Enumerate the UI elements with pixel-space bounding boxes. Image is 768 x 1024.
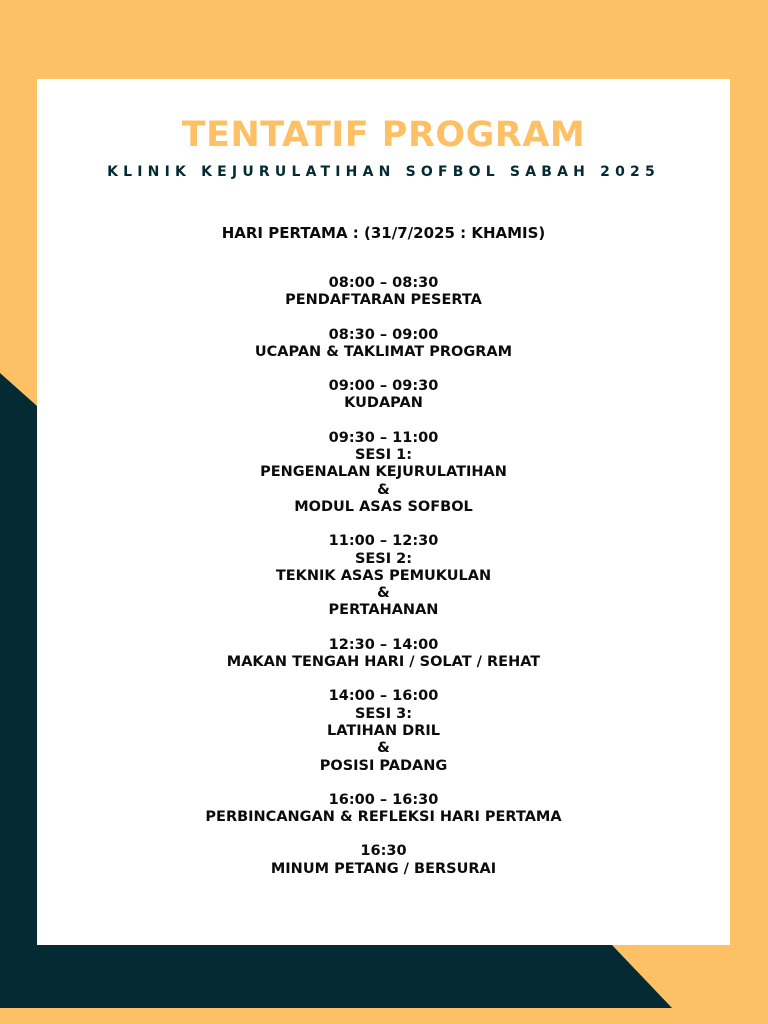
schedule-item — [37, 688, 730, 774]
schedule-item — [37, 843, 730, 878]
schedule-description: PERBINCANGAN & REFLEKSI HARI PERTAMA — [205, 809, 562, 826]
schedule-item — [37, 275, 730, 310]
schedule-description: SESI 2: — [354, 550, 413, 567]
program-card — [37, 79, 730, 945]
schedule-description: TEKNIK ASAS PEMUKULAN — [275, 567, 492, 584]
schedule-item — [37, 327, 730, 362]
page-subtitle: KLINIK KEJURULATIHAN SOFBOL SABAH 2025 — [107, 164, 660, 180]
schedule-item — [37, 378, 730, 413]
schedule-time: 14:00 – 16:00 — [328, 688, 439, 705]
schedule-description: KUDAPAN — [344, 395, 423, 412]
schedule-description: SESI 3: — [354, 705, 413, 722]
schedule-description: & — [377, 481, 390, 498]
schedule-item — [37, 637, 730, 672]
schedule-item — [37, 533, 730, 619]
schedule-description: PERTAHANAN — [328, 602, 439, 619]
schedule-item — [37, 792, 730, 827]
schedule-description: PENGENALAN KEJURULATIHAN — [260, 464, 507, 481]
schedule-description: MAKAN TENGAH HARI / SOLAT / REHAT — [226, 654, 541, 671]
schedule-time: 11:00 – 12:30 — [328, 533, 439, 550]
schedule-time: 16:00 – 16:30 — [328, 791, 439, 808]
schedule-description: UCAPAN & TAKLIMAT PROGRAM — [254, 343, 513, 360]
schedule-time: 16:30 — [360, 843, 407, 860]
schedule-time: 09:00 – 09:30 — [328, 378, 439, 395]
schedule-description: LATIHAN DRIL — [327, 722, 440, 739]
schedule-description: & — [377, 740, 390, 757]
page-title: TENTATIF PROGRAM — [181, 115, 586, 155]
schedule-list — [37, 275, 730, 895]
schedule-description: POSISI PADANG — [319, 757, 448, 774]
schedule-description: & — [377, 585, 390, 602]
schedule-time: 09:30 – 11:00 — [328, 429, 439, 446]
schedule-description: PENDAFTARAN PESERTA — [285, 292, 482, 309]
schedule-time: 12:30 – 14:00 — [328, 636, 439, 653]
schedule-time: 08:30 – 09:00 — [328, 326, 439, 343]
schedule-description: MINUM PETANG / BERSURAI — [270, 860, 497, 877]
schedule-description: MODUL ASAS SOFBOL — [294, 498, 473, 515]
schedule-time: 08:00 – 08:30 — [328, 275, 439, 291]
day-heading: HARI PERTAMA : (31/7/2025 : KHAMIS) — [221, 224, 546, 242]
schedule-description: SESI 1: — [354, 447, 413, 464]
schedule-item — [37, 430, 730, 516]
